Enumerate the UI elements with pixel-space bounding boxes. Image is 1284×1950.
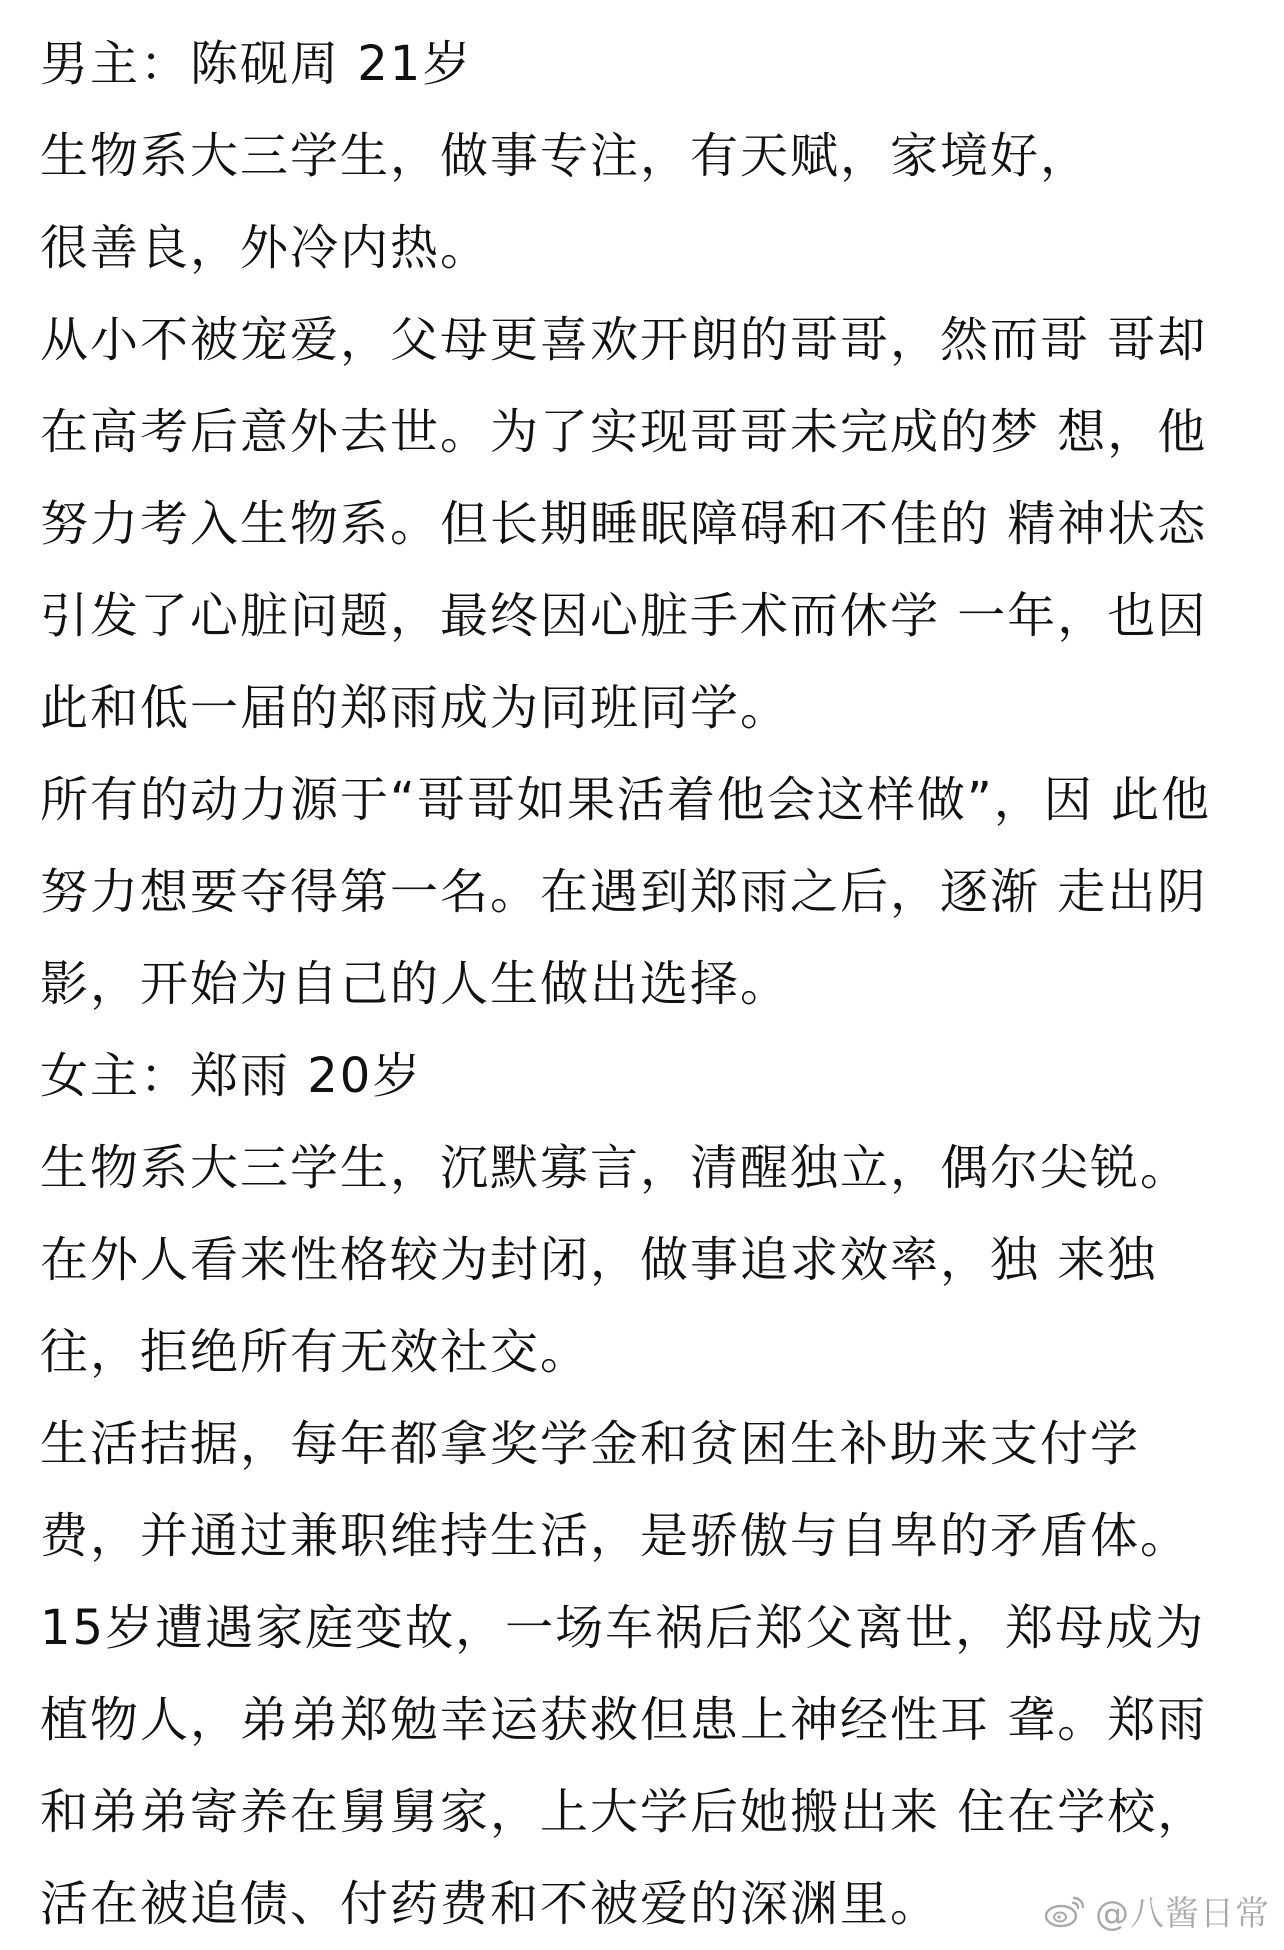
text-line: 费，并通过兼职维持生活，是骄傲与自卑的矛盾体。	[40, 1508, 1191, 1564]
text-line: 生物系大三学生，沉默寡言，清醒独立，偶尔尖锐。	[40, 1140, 1191, 1196]
text-line: 从小不被宠爱，父母更喜欢开朗的哥哥，然而哥 哥却	[40, 312, 1208, 368]
heading-male-lead: 男主：陈砚周 21岁	[40, 36, 473, 92]
text-line: 引发了心脏问题，最终因心脏手术而休学 一年，也因	[40, 588, 1208, 644]
text-line: 在外人看来性格较为封闭，做事追求效率，独 来独	[40, 1232, 1158, 1288]
heading-female-lead: 女主：郑雨 20岁	[40, 1048, 423, 1104]
text-line: 活在被追债、付药费和不被爱的深渊里。	[40, 1876, 941, 1932]
text-line: 往，拒绝所有无效社交。	[40, 1324, 591, 1380]
document-body	[40, 18, 1255, 1950]
watermark	[1043, 1886, 1270, 1935]
text-line: 此和低一届的郑雨成为同班同学。	[40, 680, 791, 736]
text-line: 努力考入生物系。但长期睡眠障碍和不佳的 精神状态	[40, 496, 1208, 552]
weibo-logo-icon	[1043, 1892, 1087, 1930]
text-line: 生活拮据，每年都拿奖学金和贫困生补助来支付学	[40, 1416, 1141, 1472]
text-line: 植物人，弟弟郑勉幸运获救但患上神经性耳 聋。郑雨	[40, 1692, 1208, 1748]
text-line: 所有的动力源于“哥哥如果活着他会这样做”，因 此他	[40, 772, 1211, 828]
text-line: 和弟弟寄养在舅舅家，上大学后她搬出来 住在学校，	[40, 1784, 1208, 1840]
text-line: 努力想要夺得第一名。在遇到郑雨之后，逐渐 走出阴	[40, 864, 1208, 920]
text-line: 在高考后意外去世。为了实现哥哥未完成的梦 想，他	[40, 404, 1208, 460]
text-line: 15岁遭遇家庭变故，一场车祸后郑父离世，郑母成为	[40, 1600, 1206, 1656]
text-line: 很善良，外冷内热。	[40, 220, 491, 276]
text-line: 影，开始为自己的人生做出选择。	[40, 956, 791, 1012]
text-line: 生物系大三学生，做事专注，有天赋，家境好，	[40, 128, 1091, 184]
watermark-text: @八酱日常	[1095, 1894, 1270, 1934]
